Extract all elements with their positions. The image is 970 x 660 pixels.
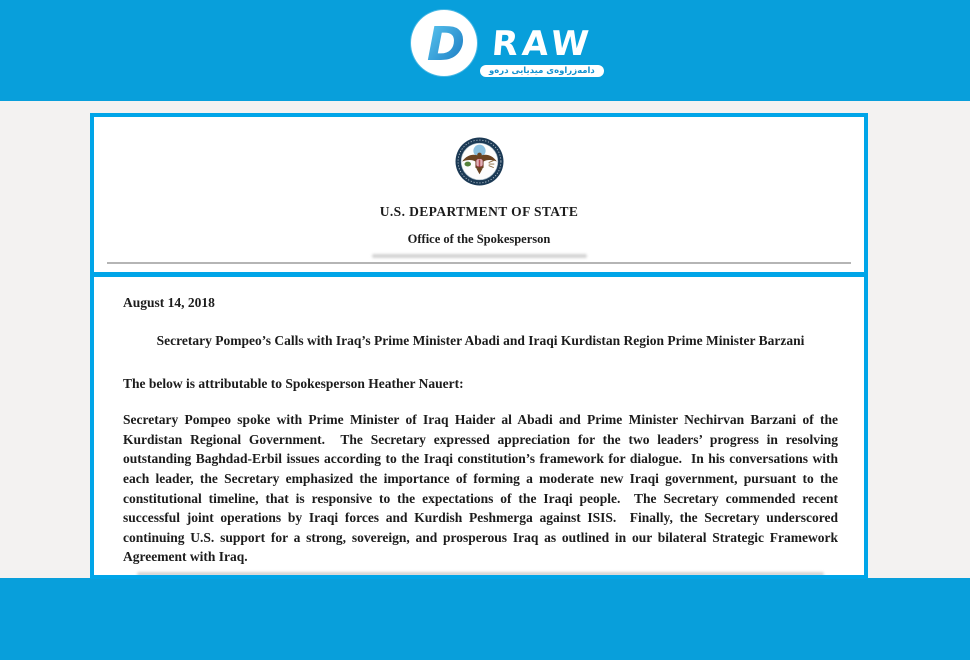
draw-logo	[411, 10, 604, 77]
release-paragraph: Secretary Pompeo spoke with Prime Minister of Iraq Haider al Abadi and Prime Minister Nechirvan Barzani of the Kurdistan Regional Government. The Secretary expressed appreciation for the two leaders’ progress in resolving outstanding Baghdad-Erbil issues according to the Iraqi constitution’s framework for dialogue. In his conversations with each leader, the Secretary emphasized the importance of forming a moderate new Iraqi government, pursuant to the constitutional timeline, that is responsive to the expectations of the Iraqi people. The Secretary commended recent successful joint operations by Iraqi forces and Kurdish Peshmerga against ISIS. Finally, the Secretary underscored continuing U.S. support for a strong, sovereign, and prosperous Iraq as outlined in our bilateral Strategic Framework Agreement with Iraq.	[123, 412, 842, 565]
logo-tagline-pill	[480, 65, 604, 77]
blurred-release-line	[372, 254, 587, 258]
letterhead	[94, 117, 864, 272]
draw-logo-d-icon	[411, 10, 477, 76]
press-release-card	[90, 113, 868, 579]
logo-wordmark: RAW	[489, 24, 594, 64]
brand-header	[0, 0, 970, 101]
blurred-footer-line	[137, 572, 823, 576]
release-date: August 14, 2018	[123, 295, 215, 310]
document-backdrop	[0, 101, 970, 578]
release-title: Secretary Pompeo’s Calls with Iraq’s Prime Minister Abadi and Iraqi Kurdistan Region Prime Minister Barzani	[156, 333, 805, 348]
press-release-body	[94, 277, 864, 576]
logo-tagline-text: دامەزراوەی میدیایی درەو	[489, 66, 595, 76]
department-title: U.S. DEPARTMENT OF STATE	[379, 204, 579, 219]
attribution-line: The below is attributable to Spokesperson Heather Nauert:	[123, 376, 464, 392]
letterhead-rule	[107, 262, 851, 264]
svg-text:D: D	[426, 17, 466, 71]
us-state-department-seal-icon	[455, 137, 504, 186]
logo-wordmark-block	[480, 10, 604, 77]
office-subtitle: Office of the Spokesperson	[407, 232, 551, 246]
